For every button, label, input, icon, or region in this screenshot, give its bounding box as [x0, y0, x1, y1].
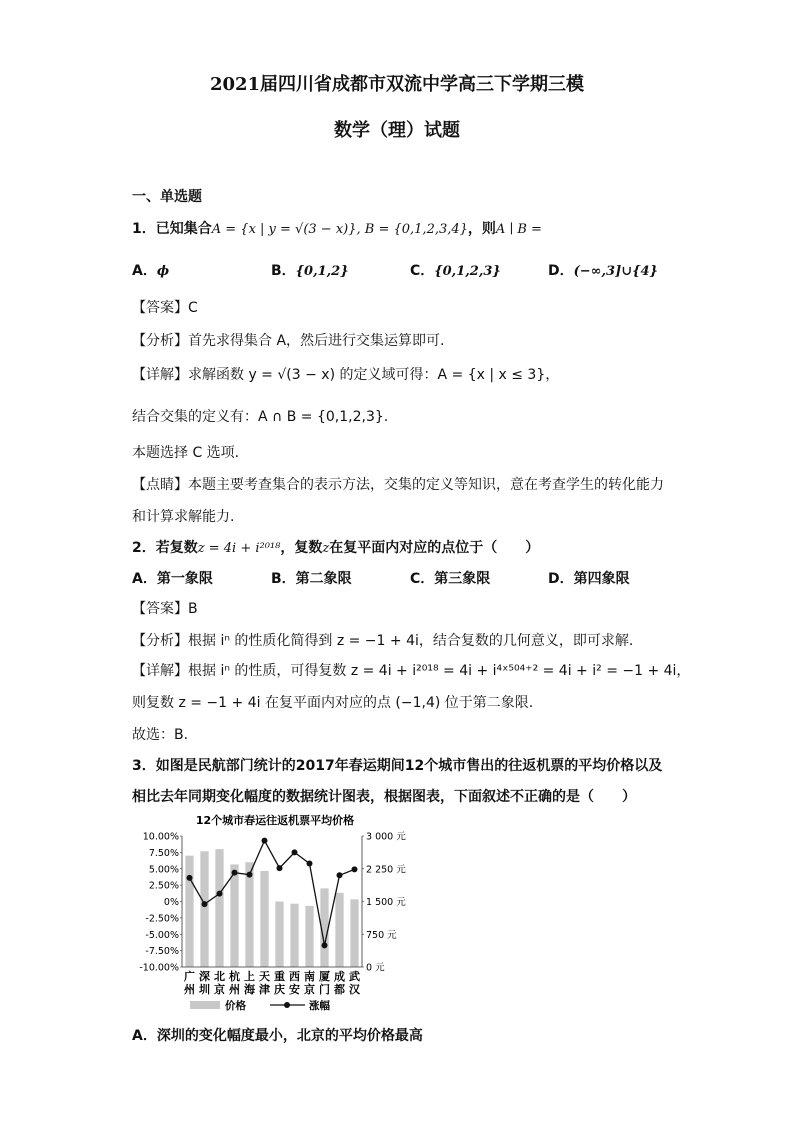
x-tick-label-top: 深 [199, 970, 210, 983]
legend-label-涨幅: 涨幅 [309, 1000, 330, 1012]
q1-detail-2: 结合交集的定义有：A ∩ B = {0,1,2,3}. [132, 409, 389, 425]
bar-南京 [305, 906, 313, 967]
bar-重庆 [275, 902, 283, 968]
q1-option-b[interactable]: B．{0,1,2} [271, 263, 349, 279]
q3-stem: 3．如图是民航部门统计的2017年春运期间12个城市售出的往返机票的平均价格以及 [132, 758, 663, 774]
y-left-tick-label: -7.50% [145, 946, 179, 958]
chart-title: 12个城市春运往返机票平均价格 [195, 814, 355, 827]
paper-title-line2: 数学（理）试题 [334, 120, 460, 141]
bar-天津 [260, 871, 268, 967]
x-tick-label-bottom: 京 [304, 983, 315, 996]
y-right-tick-label: 3 000 元 [366, 831, 406, 843]
legend-label-价格: 价格 [225, 1000, 246, 1012]
bar-北京 [215, 849, 223, 967]
x-tick-label-top: 天 [259, 970, 270, 983]
q2-option-a[interactable]: A．第一象限 [132, 571, 213, 587]
x-tick-label-top: 上 [244, 970, 255, 983]
x-tick-label-top: 北 [214, 970, 225, 983]
point-重庆 [277, 865, 283, 871]
y-left-tick-label: 5.00% [148, 864, 179, 876]
q1-analysis: 【分析】首先求得集合 A，然后进行交集运算即可. [132, 333, 445, 349]
point-深圳 [202, 901, 208, 907]
point-厦门 [322, 942, 328, 948]
x-tick-label-top: 广 [184, 970, 195, 983]
q3-chart [130, 812, 420, 1017]
legend-marker-涨幅 [284, 1002, 290, 1008]
q1-detail-3: 本题选择 C 选项. [132, 445, 240, 461]
x-tick-label-bottom: 庆 [274, 983, 285, 996]
x-tick-label-bottom: 州 [229, 983, 240, 996]
x-tick-label-bottom: 海 [244, 983, 255, 996]
q2-detail-3: 故选：B. [132, 727, 189, 743]
q1-number: 1． [132, 221, 156, 237]
y-left-tick-label: 0% [163, 897, 179, 908]
bar-杭州 [230, 864, 238, 967]
q2-detail-2: 则复数 z = −1 + 4i 在复平面内对应的点 (−1,4) 位于第二象限. [132, 695, 534, 711]
x-tick-label-top: 厦 [319, 970, 330, 983]
bar-武汉 [350, 899, 358, 967]
q1-option-c[interactable]: C．{0,1,2,3} [410, 263, 501, 279]
point-天津 [262, 838, 268, 844]
bar-广州 [185, 856, 193, 967]
q2-detail: 【详解】根据 iⁿ 的性质，可得复数 z = 4i + i²⁰¹⁸ = 4i + i⁴ˣ⁵⁰⁴⁺² = 4i + i² = −1 + 4i， [132, 663, 691, 679]
y-right-tick-label: 0 元 [366, 962, 385, 974]
x-tick-label-top: 西 [289, 970, 300, 983]
chart-svg [130, 812, 420, 1017]
y-left-tick-label: 2.50% [148, 880, 179, 892]
line-series-涨幅 [190, 841, 355, 946]
point-西安 [292, 849, 298, 855]
q2-stem: 2．若复数z = 4i + i²⁰¹⁸，复数z在复平面内对应的点位于（ ） [132, 540, 540, 556]
x-tick-label-bottom: 圳 [199, 983, 210, 996]
bar-上海 [245, 862, 253, 967]
y-left-tick-label: 10.00% [142, 831, 179, 843]
q1-stem [132, 218, 542, 238]
y-left-tick-label: -2.50% [145, 913, 179, 925]
bar-成都 [335, 893, 343, 967]
q1-set-a: A = {x | y = √(3 − x)} [211, 222, 357, 237]
x-tick-label-bottom: 津 [259, 983, 270, 996]
q1-set-b: , B = {0,1,2,3,4} [356, 222, 468, 237]
q2-expr: z = 4i + i²⁰¹⁸ [197, 541, 281, 556]
q3-option-a[interactable]: A．深圳的变化幅度最小，北京的平均价格最高 [132, 1028, 423, 1044]
q2-answer: 【答案】B [132, 601, 198, 617]
q1-stem-lead: 已知集合 [155, 221, 212, 237]
q1-comment-2: 和计算求解能力. [132, 509, 235, 525]
point-广州 [187, 875, 193, 881]
section-title: 一、单选题 [132, 189, 202, 205]
y-right-tick-label: 1 500 元 [366, 897, 406, 908]
x-tick-label-top: 重 [274, 970, 285, 983]
point-北京 [217, 891, 223, 897]
point-成都 [337, 872, 343, 878]
point-南京 [307, 861, 313, 867]
y-left-tick-label: 7.50% [148, 847, 179, 859]
q2-option-b[interactable]: B．第二象限 [271, 571, 352, 587]
x-tick-label-top: 南 [304, 970, 315, 983]
x-tick-label-bottom: 州 [184, 983, 195, 996]
x-tick-label-bottom: 门 [319, 983, 330, 996]
q1-answer: 【答案】C [132, 300, 198, 316]
q3-stem-2: 相比去年同期变化幅度的数据统计图表，根据图表，下面叙述不正确的是（ ） [132, 789, 636, 805]
paper-title-line1: 2021届四川省成都市双流中学高三下学期三模 [209, 74, 585, 95]
q1-expr: A ∣ B = [495, 222, 542, 237]
q2-option-c[interactable]: C．第三象限 [410, 571, 491, 587]
q1-comment: 【点睛】本题主要考查集合的表示方法，交集的定义等知识，意在考查学生的转化能力 [132, 477, 664, 493]
legend-swatch-价格 [190, 1001, 220, 1009]
point-杭州 [232, 870, 238, 876]
q2-analysis: 【分析】根据 iⁿ 的性质化简得到 z = −1 + 4i，结合复数的几何意义，即可求解. [132, 633, 634, 649]
x-tick-label-top: 杭 [229, 970, 240, 983]
bar-深圳 [200, 851, 208, 967]
q1-option-d[interactable]: D．(−∞,3]∪{4} [548, 263, 658, 279]
q2-option-d[interactable]: D．第四象限 [548, 571, 630, 587]
y-right-tick-label: 750 元 [366, 929, 397, 941]
x-tick-label-bottom: 都 [334, 983, 345, 996]
q1-option-a[interactable]: A．ϕ [132, 263, 170, 279]
y-left-tick-label: -10.00% [139, 962, 179, 974]
q1-stem-tail: ，则 [467, 221, 496, 237]
bar-西安 [290, 904, 298, 967]
y-right-tick-label: 2 250 元 [366, 864, 406, 876]
x-tick-label-bottom: 京 [214, 983, 225, 996]
x-tick-label-bottom: 汉 [349, 983, 360, 996]
point-上海 [247, 872, 253, 878]
x-tick-label-top: 成 [334, 970, 345, 983]
q1-detail: 【详解】求解函数 y = √(3 − x) 的定义域可得：A = {x | x ≤ 3}， [132, 367, 560, 383]
x-tick-label-top: 武 [349, 970, 360, 983]
point-武汉 [352, 866, 358, 872]
x-tick-label-bottom: 安 [289, 983, 300, 996]
y-left-tick-label: -5.00% [145, 929, 179, 941]
